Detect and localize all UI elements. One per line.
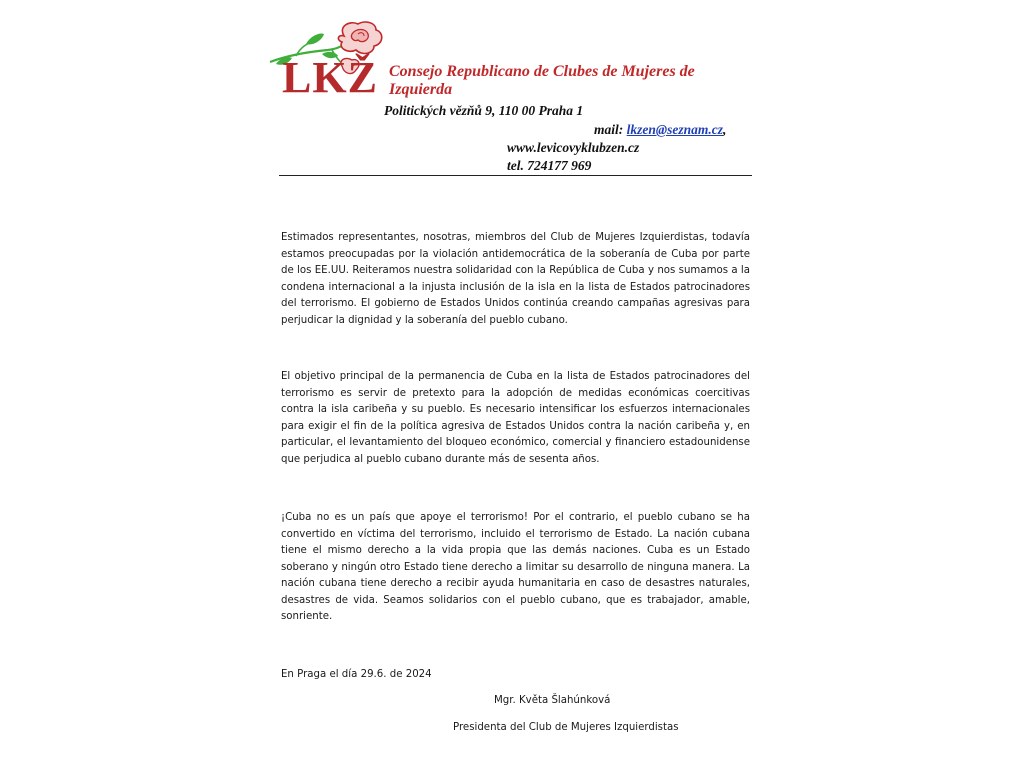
mail-label: mail:: [594, 122, 624, 137]
date-line: En Praga el día 29.6. de 2024: [281, 669, 432, 680]
mail-trailing-punctuation: ,: [723, 122, 727, 137]
header-divider: [279, 175, 752, 176]
email-link[interactable]: lkzen@seznam.cz: [626, 122, 723, 137]
organization-name: Consejo Republicano de Clubes de Mujeres de Izquierda: [389, 63, 695, 98]
address: Politických vězňů 9, 110 00 Praha 1: [384, 103, 584, 118]
phone: tel. 724177 969: [507, 158, 592, 173]
paragraph: ¡Cuba no es un país que apoye el terrorismo! Por el contrario, el pueblo cubano se ha convertido en víctima del terrorismo, incluido el terrorismo de Estado. La nación cubana tiene el mismo derecho a la vida propia que las demás naciones. Cuba es un Estado soberano y ningún otro Estado tiene derecho a limitar su desarrollo de ninguna manera. La nación cubana tiene derecho a recibir ayuda humanitaria en caso de desastres naturales, desastres de vida. Seamos solidarios con el pueblo cubano, que es trabajador, amable, sonriente.: [281, 512, 750, 622]
logo-text: LKŽ: [282, 53, 378, 102]
mail-row: [594, 122, 726, 138]
signer-title: Presidenta del Club de Mujeres Izquierdistas: [453, 722, 679, 733]
paragraph: El objetivo principal de la permanencia de Cuba en la lista de Estados patrocinadores del terrorismo es servir de pretexto para la adopción de medidas económicas coercitivas contra la isla caribeña y su pueblo. Es necesario intensificar los esfuerzos internacionales para exigir el fin de la política agresiva de Estados Unidos contra la nación caribeña y, en particular, el levantamiento del bloqueo económico, comercial y financiero estadounidense que perjudica al pueblo cubano durante más de sesenta años.: [281, 371, 750, 465]
website: www.levicovyklubzen.cz: [507, 140, 640, 155]
signer-name: Mgr. Květa Šlahúnková: [494, 695, 611, 706]
paragraph: Estimados representantes, nosotras, miembros del Club de Mujeres Izquierdistas, todavía estamos preocupadas por la violación antidemocrática de la soberanía de Cuba por parte de los EE.UU. Reiteramos nuestra solidaridad con la República de Cuba y nos sumamos a la condena internacional a la injusta inclusión de la isla en la lista de Estados patrocinadores del terrorismo. El gobierno de Estados Unidos continúa creando campañas agresivas para perjudicar la dignidad y la soberanía del pueblo cubano.: [281, 232, 750, 326]
